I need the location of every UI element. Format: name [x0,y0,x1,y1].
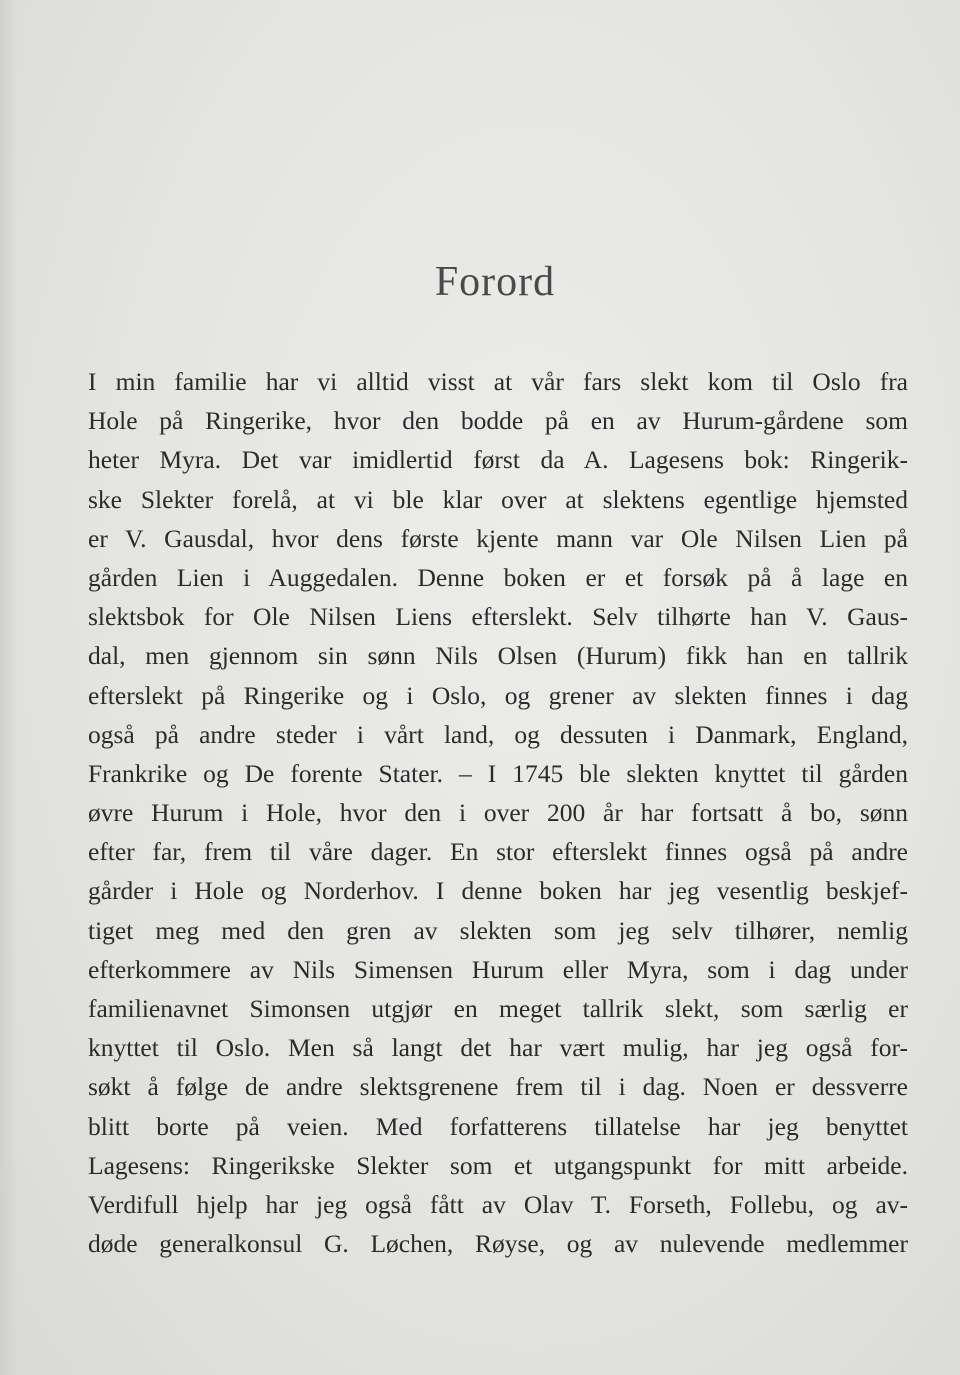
text-line: gården Lien i Auggedalen. Denne boken er et forsøk på å lage en [88,562,908,592]
text-line: efterkommere av Nils Simensen Hurum eller Myra, som i dag under [88,954,908,984]
text-line: Verdifull hjelp har jeg også fått av Olav T. Forseth, Follebu, og av- [88,1189,908,1219]
text-line: dal, men gjennom sin sønn Nils Olsen (Hurum) fikk han en tallrik [88,641,908,671]
text-line: er V. Gausdal, hvor dens første kjente mann var Ole Nilsen Lien på [88,523,908,553]
text-line: øvre Hurum i Hole, hvor den i over 200 år har fortsatt å bo, sønn [88,798,908,828]
page-fold-shadow [0,0,18,1375]
text-line: slektsbok for Ole Nilsen Liens efterslekt. Selv tilhørte han V. Gaus- [88,602,908,632]
text-line: døde generalkonsul G. Løchen, Røyse, og av nulevende medlemmer [88,1229,908,1259]
text-line: tiget meg med den gren av slekten som jeg selv tilhører, nemlig [88,915,908,945]
text-line: knyttet til Oslo. Men så langt det har vært mulig, har jeg også for- [88,1033,908,1063]
text-line: Hole på Ringerike, hvor den bodde på en av Hurum-gårdene som [88,406,908,436]
text-line: heter Myra. Det var imidlertid først da A. Lagesens bok: Ringerik- [88,445,908,475]
text-line: blitt borte på veien. Med forfatterens tillatelse har jeg benyttet [88,1111,908,1141]
text-line: Frankrike og De forente Stater. – I 1745 ble slekten knyttet til gården [88,758,908,788]
text-line: ske Slekter forelå, at vi ble klar over at slektens egentlige hjemsted [88,484,908,514]
text-line: gårder i Hole og Norderhov. I denne boken har jeg vesentlig beskjef- [88,876,908,906]
text-line: også på andre steder i vårt land, og dessuten i Danmark, England, [88,719,908,749]
page-title: Forord [434,259,556,305]
text-line: familienavnet Simonsen utgjør en meget tallrik slekt, som særlig er [88,994,908,1023]
text-line: efter far, frem til våre dager. En stor efterslekt finnes også på andre [88,837,908,867]
body-paragraph [88,362,908,1263]
text-line: Lagesens: Ringerikske Slekter som et utgangspunkt for mitt arbeide. [88,1150,908,1180]
text-line: I min familie har vi alltid visst at vår fars slekt kom til Oslo fra [88,367,908,396]
text-line: søkt å følge de andre slektsgrenene frem til i dag. Noen er dessverre [88,1072,908,1102]
text-line: efterslekt på Ringerike og i Oslo, og grener av slekten finnes i dag [88,680,908,710]
